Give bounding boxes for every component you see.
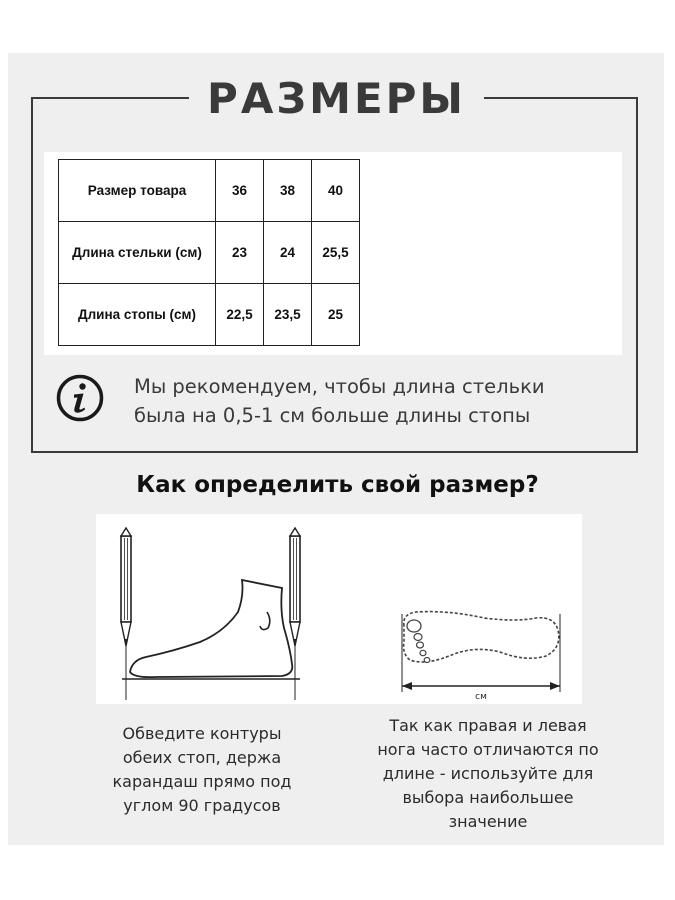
table-cell: 40 [312, 160, 360, 222]
caption-line: выбора наибольшее [402, 788, 574, 807]
table-cell: 25 [312, 284, 360, 346]
row-label: Длина стопы (см) [59, 284, 216, 346]
table-cell: 25,5 [312, 222, 360, 284]
pencil-icon [121, 528, 131, 646]
table-cell: 23,5 [264, 284, 312, 346]
row-label: Размер товара [59, 160, 216, 222]
footprint-icon [404, 612, 559, 662]
table-cell: 38 [264, 160, 312, 222]
page-title: РАЗМЕРЫ [207, 74, 466, 123]
info-icon [55, 373, 105, 423]
caption-line: углом 90 градусов [123, 796, 281, 815]
table-cell: 24 [264, 222, 312, 284]
caption-line: обеих стоп, держа [122, 748, 282, 767]
caption-choose-larger [353, 714, 623, 834]
table-cell: 23 [216, 222, 264, 284]
caption-line: нога часто отличаются по [377, 740, 599, 759]
table-row [59, 222, 360, 284]
measurement-illustration [96, 514, 582, 704]
size-table [58, 159, 360, 346]
table-cell: 22,5 [216, 284, 264, 346]
illustration-graphic [96, 514, 582, 704]
caption-line: Обведите контуры [122, 724, 282, 743]
recommendation-text [134, 372, 614, 430]
caption-line: значение [448, 812, 528, 831]
caption-trace [96, 722, 308, 818]
row-label: Длина стельки (см) [59, 222, 216, 284]
recommendation-line: была на 0,5-1 см больше длины стопы [134, 404, 531, 427]
frame-top-right-line [484, 97, 638, 99]
table-cell: 36 [216, 160, 264, 222]
frame-top-left-line [31, 97, 189, 99]
ruler-label: см [475, 692, 487, 702]
caption-line: карандаш прямо под [112, 772, 292, 791]
caption-line: Так как правая и левая [389, 716, 587, 735]
recommendation-line: Мы рекомендуем, чтобы длина стельки [134, 375, 545, 398]
table-row [59, 284, 360, 346]
table-row [59, 160, 360, 222]
caption-line: длине - используйте для [382, 764, 594, 783]
how-to-title: Как определить свой размер? [136, 472, 539, 498]
pencil-icon [290, 528, 300, 646]
